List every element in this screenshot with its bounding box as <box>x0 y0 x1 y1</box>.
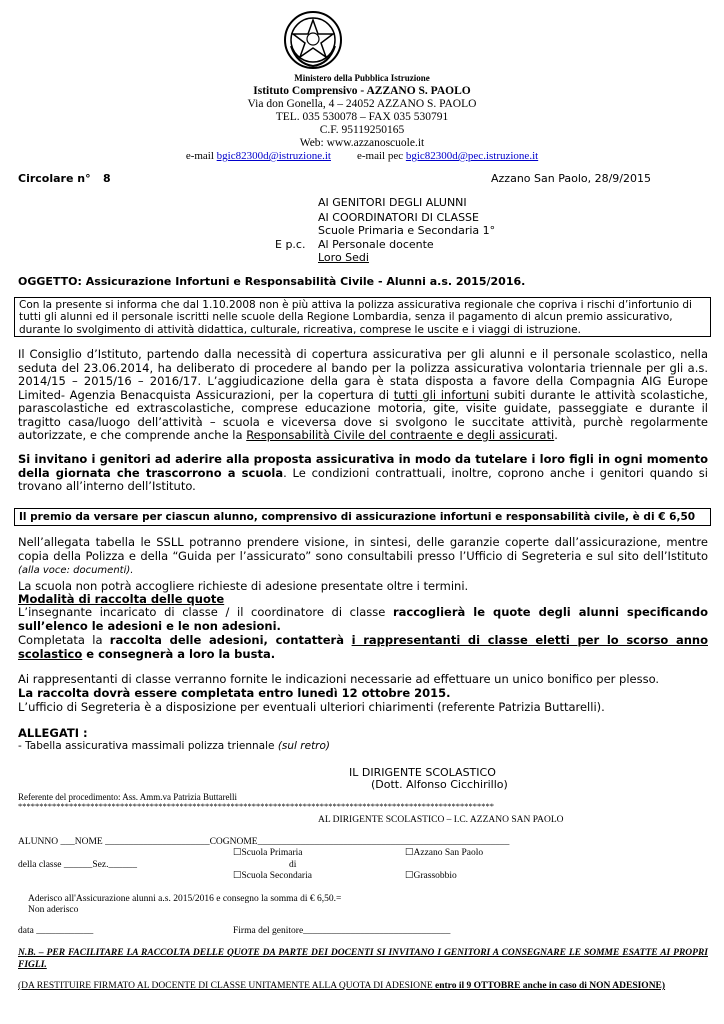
para1-underline-infortuni: tutti gli infortuni <box>393 387 490 402</box>
form-to: AL DIRIGENTE SCOLASTICO – I.C. AZZANO SAN PAOLO <box>318 815 564 825</box>
allegati-item-text: - Tabella assicurativa massimali polizza triennale <box>18 740 278 752</box>
recipient-staff: Al Personale docente <box>318 238 434 251</box>
para3-text: Nell’allegata tabella le SSLL potranno prendere visione, in sintesi, delle garanzie coperte dall’assicurazione, mentre copia della Polizza e della “Guida per l’assicurato” sono consultabili presso l’Ufficio di Segreteria e sul sito dell’Istituto <box>18 535 708 563</box>
signature-title: IL DIRIGENTE SCOLASTICO <box>349 766 496 779</box>
nb-note: N.B. – PER FACILITARE LA RACCOLTA DELLE QUOTE DA PARTE DEI DOCENTI SI INVITANO I GENITORI A CONSEGNARE LE SOMME ESATTE AI PROPRI FIGLI. <box>18 948 708 970</box>
modalita-l1b: raccoglierà le quote degli alunni specificando sull’elenco le adesioni e le non adesioni. <box>18 605 708 633</box>
allegati-title: ALLEGATI : <box>18 726 88 740</box>
modalita-l1a: L’insegnante incaricato di classe / il coordinatore di classe <box>18 605 393 619</box>
modalita-l2c: i rappresentanti di classe eletti per lo scorso anno scolastico <box>18 633 708 661</box>
para3-italic: (alla voce: documenti). <box>18 565 134 576</box>
signature-name: (Dott. Alfonso Cicchirillo) <box>371 778 508 791</box>
modalita-l2b: raccolta delle adesioni, contatterà <box>109 633 352 647</box>
recipient-schools: Scuole Primaria e Secondaria 1° <box>318 224 496 237</box>
pec-link[interactable]: bgic82300d@pec.istruzione.it <box>405 150 539 162</box>
para5-line1: Ai rappresentanti di classe verranno fornite le indicazioni necessarie ad effettuare un unico bonifico per plesso. <box>18 672 660 686</box>
allegati-item <box>18 740 330 752</box>
school-emails <box>100 150 624 163</box>
paragraph-deadline-note: La scuola non potrà accogliere richieste di adesione presentate oltre i termini. <box>18 579 469 593</box>
modalita-title: Modalità di raccolta delle quote <box>18 592 225 606</box>
form-non-aderisco-option[interactable]: Non aderisco <box>28 905 79 915</box>
form-classe-line[interactable]: della classe ______Sez.______ <box>18 860 137 870</box>
notice-text: Con la presente si informa che dal 1.10.2008 non è più attiva la polizza assicurativa regionale che copriva i rischi d’infortunio di tutti gli alunni ed il personale iscritti nelle scuole della Regione Lombardia, senza il pagamento di alcun premio assicurativo, durante lo svolgimento di attività didattica, culturale, ricreativa, comprese le uscite e i viaggi di istruzione. <box>19 299 692 336</box>
para2-rest: . Le condizioni contrattuali, inoltre, coprono anche i genitori quando si trovano all’interno dell’Istituto. <box>18 465 708 493</box>
para5-line3: L’ufficio di Segreteria è a disposizione per eventuali ulteriori chiarimenti (referente Patrizia Buttarelli). <box>18 700 605 714</box>
para1-text-a: Il Consiglio d’Istituto, partendo dalla necessità di copertura assicurativa per gli alunni e il personale scolastico, nella seduta del 23.06.2014, ha deliberato di procedere al bando per la polizza assicurativa volontaria triennale per gli a.s. 2014/15 – 2015/16 – 2016/17. L’aggiudicazione della gara è stata disposta a favore della Compagnia AIG Europe Limited- Agenzia Benacquista Assicurazioni, per la copertura di <box>18 347 708 402</box>
notice-box <box>14 297 711 337</box>
paragraph-council <box>18 348 708 443</box>
recipient-sedi: Loro Sedi <box>318 251 369 264</box>
circular-label: Circolare n° <box>18 172 91 185</box>
paragraph-policy <box>18 536 708 578</box>
recipient-coordinators: AI COORDINATORI DI CLASSE <box>318 211 479 224</box>
school-cf: C.F. 95119250165 <box>319 124 405 136</box>
subject-line: OGGETTO: Assicurazione Infortuni e Responsabilità Civile - Alunni a.s. 2015/2016. <box>18 275 526 288</box>
form-alunno-line[interactable]: ALUNNO ___NOME ______________________COGNOME_____________________________________________________ <box>18 837 510 847</box>
school-phone: TEL. 035 530078 – FAX 035 530791 <box>275 111 449 123</box>
ministry-name: Ministero della Pubblica Istruzione <box>294 73 430 83</box>
emblem-icon <box>283 10 343 70</box>
referent-line: Referente del procedimento: Ass. Amm.va Patrizia Buttarelli <box>18 792 237 802</box>
modalita-line2 <box>18 634 708 661</box>
separator-line: **************************************************************************************************************** <box>18 801 494 811</box>
premium-box <box>14 508 711 526</box>
epc-label: E p.c. <box>275 238 306 251</box>
form-di-label: di <box>289 860 297 870</box>
allegati-item-italic: (sul retro) <box>277 740 331 752</box>
form-aderisco-option[interactable]: Aderisco all'Assicurazione alunni a.s. 2015/2016 e consegno la somma di € 6,50.= <box>28 894 342 904</box>
form-azzano-option[interactable]: ☐Azzano San Paolo <box>405 848 484 858</box>
para5-line2: La raccolta dovrà essere completata entro lunedì 12 ottobre 2015. <box>18 686 451 700</box>
footer-text-a: (DA RESTITUIRE FIRMATO AL DOCENTE DI CLASSE UNITAMENTE ALLA QUOTA DI ADESIONE <box>18 981 435 991</box>
circular-number: 8 <box>103 172 111 185</box>
school-web: Web: www.azzanoscuole.it <box>299 137 425 149</box>
pec-label: e-mail pec <box>356 150 406 162</box>
para1-underline-rc: Responsabilità Civile del contraente e degli assicurati <box>246 428 555 442</box>
place-date: Azzano San Paolo, 28/9/2015 <box>491 172 651 185</box>
paragraph-invite <box>18 453 708 494</box>
para1-text-c: subiti durante le attività scolastiche, parascolastiche ed extrascolastiche, comprese educazione motoria, gite, visite guidate, passeggiate e durante il tragitto casa/luogo dell’attività – scuola e viceversa dove si svolgono le succitate attività, purchè regolarmente autorizzate, e che comprende anche la <box>18 387 708 442</box>
form-primaria-option[interactable]: ☐Scuola Primaria <box>233 848 303 858</box>
recipient-parents: AI GENITORI DEGLI ALUNNI <box>318 196 467 209</box>
form-date-field[interactable]: data ____________ <box>18 926 94 936</box>
form-grassobbio-option[interactable]: ☐Grassobbio <box>405 871 457 881</box>
para2-bold: Si invitano i genitori ad aderire alla proposta assicurativa in modo da tutelare i loro figli in ogni momento della giornata che trascorrono a scuola <box>18 452 708 480</box>
footer-note <box>18 980 665 992</box>
school-name: Istituto Comprensivo - AZZANO S. PAOLO <box>253 85 471 97</box>
premium-text: Il premio da versare per ciascun alunno, comprensivo di assicurazione infortuni e responsabilità civile, è di € 6,50 <box>19 511 696 523</box>
modalita-l2a: Completata la <box>18 633 110 647</box>
form-signature-field[interactable]: Firma del genitore_______________________________ <box>233 926 451 936</box>
form-secondaria-option[interactable]: ☐Scuola Secondaria <box>233 871 312 881</box>
para1-text-e: . <box>554 428 558 442</box>
footer-text-b: entro il 9 OTTOBRE anche in caso di NON ADESIONE) <box>435 981 666 991</box>
modalita-line1 <box>18 606 708 633</box>
modalita-l2d: e consegnerà a loro la busta. <box>82 646 276 661</box>
email-label: e-mail <box>185 150 217 162</box>
school-address: Via don Gonella, 4 – 24052 AZZANO S. PAOLO <box>247 98 477 110</box>
email-link[interactable]: bgic82300d@istruzione.it <box>216 150 331 162</box>
letterhead <box>100 72 624 163</box>
